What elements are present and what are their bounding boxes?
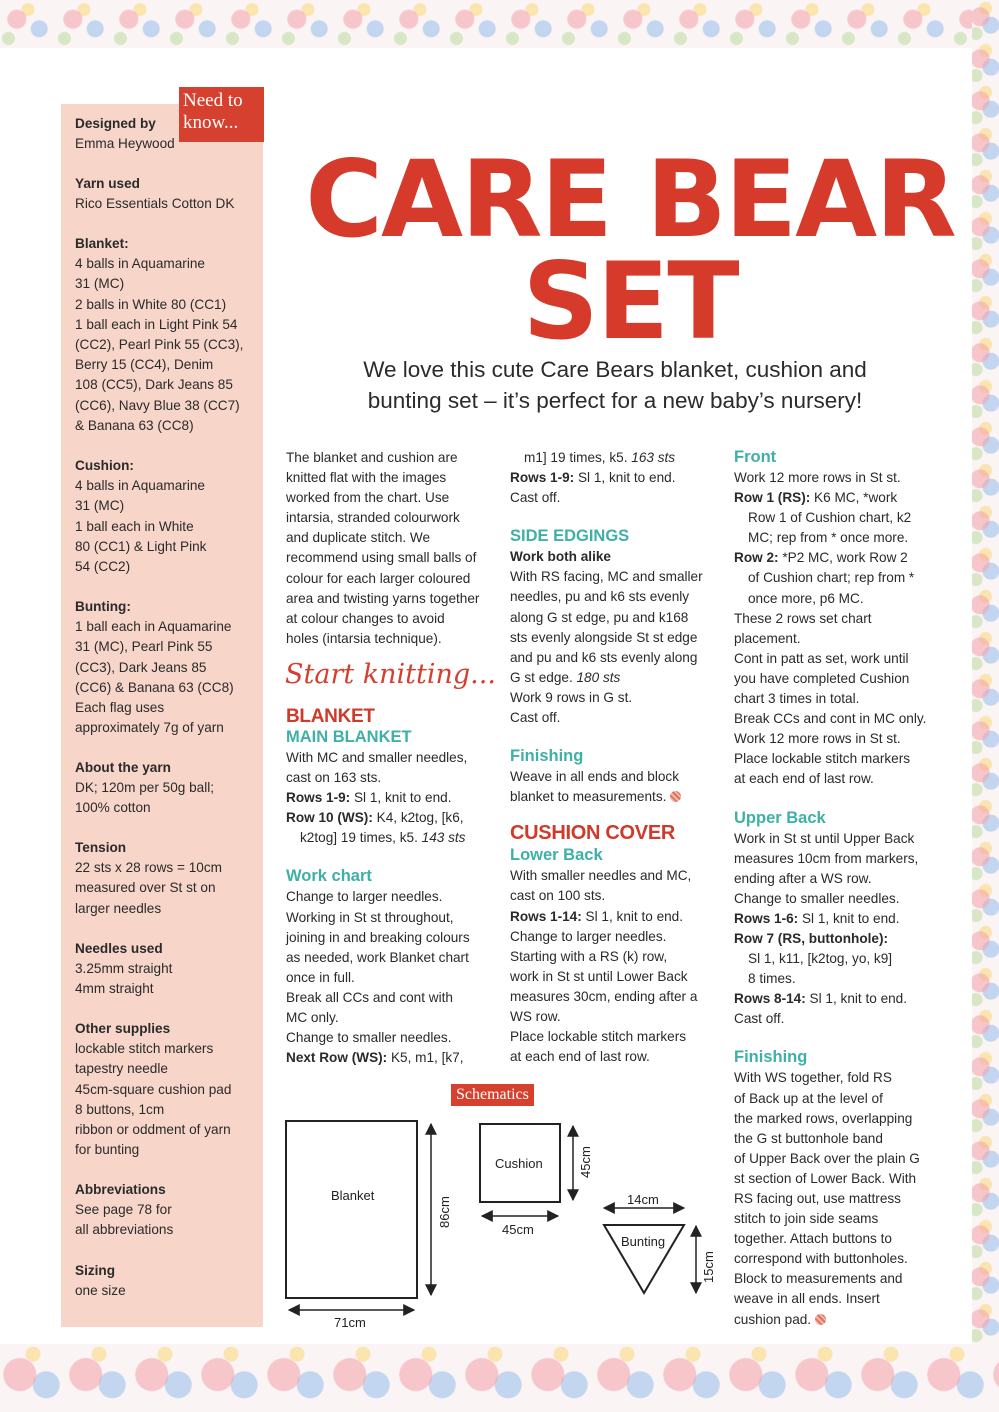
- badge-line: Need to: [183, 90, 243, 111]
- text-line: With WS together, fold RS: [734, 1070, 892, 1086]
- sidebar-section-line: (CC6), Navy Blue 38 (CC7): [75, 397, 240, 413]
- text-line: [510, 668, 725, 688]
- text-line: stitch to join side seams: [734, 1211, 879, 1227]
- text-line: together. Attach buttons to: [734, 1231, 892, 1247]
- text-line: cast on 100 sts.: [510, 888, 606, 904]
- instruction-text: Sl 1, knit to end.: [805, 991, 908, 1007]
- front-text: [734, 609, 969, 790]
- text-line: Break all CCs and cont with: [286, 989, 453, 1005]
- text-line: [510, 448, 725, 468]
- page-title-line-2: SET: [522, 240, 738, 363]
- text-line: once in full.: [286, 969, 355, 985]
- cushion-shape: [480, 1124, 560, 1202]
- sidebar-section-heading: Needles used: [75, 941, 163, 956]
- text-line: of Cushion chart; rep from *: [748, 570, 915, 586]
- finishing-heading-2: Finishing: [734, 1048, 808, 1067]
- decorative-border-top: [0, 0, 999, 48]
- text-line: [734, 989, 969, 1009]
- sidebar-section: [75, 939, 260, 1000]
- sidebar-section-line: lockable stitch markers: [75, 1041, 214, 1057]
- instruction-label: Rows 1-14:: [510, 908, 582, 924]
- sidebar-section-line: 108 (CC5), Dark Jeans 85: [75, 377, 233, 393]
- text-line: Cast off.: [510, 710, 561, 726]
- sidebar-section-line: Berry 15 (CC4), Denim: [75, 357, 214, 373]
- text-line: sts evenly alongside St st edge: [510, 629, 698, 645]
- text-line: [734, 909, 969, 929]
- yarn-ball-icon: [670, 791, 681, 802]
- standfirst-line: We love this cute Care Bears blanket, cushion and: [363, 357, 867, 382]
- blanket-width-label: 71cm: [334, 1315, 366, 1330]
- instruction-label: Row 1 (RS):: [734, 490, 811, 506]
- sidebar-section-line: larger needles: [75, 900, 162, 916]
- text-line: With smaller needles and MC,: [510, 868, 692, 884]
- text-line: Place lockable stitch markers: [510, 1029, 687, 1045]
- sidebar-section-heading: Other supplies: [75, 1021, 171, 1036]
- start-knitting-heading: Start knitting...: [285, 659, 496, 690]
- text-line: With MC and smaller needles,: [286, 750, 468, 765]
- text-line: the G st buttonhole band: [734, 1130, 883, 1146]
- text-line: RS facing out, use mattress: [734, 1191, 901, 1206]
- instruction-text: K5, m1, [k7,: [387, 1050, 464, 1066]
- sidebar-section-heading: Tension: [75, 840, 127, 855]
- blanket-label: Blanket: [331, 1188, 375, 1203]
- text-line: WS row.: [510, 1008, 561, 1024]
- text-line: worked from the chart. Use: [286, 490, 450, 506]
- sidebar-section-line: Emma Heywood: [75, 136, 175, 152]
- text-line: and duplicate stitch. We: [286, 530, 431, 546]
- text-line: [286, 828, 501, 848]
- cushion-width-label: 45cm: [502, 1222, 534, 1237]
- sidebar-section-line: See page 78 for: [75, 1202, 172, 1218]
- text-line: With RS facing, MC and smaller: [510, 569, 703, 585]
- instruction-label: Rows 1-9:: [286, 790, 351, 806]
- text-line: [286, 788, 501, 808]
- sidebar-section-line: Rico Essentials Cotton DK: [75, 196, 235, 212]
- text-line: the marked rows, overlapping: [734, 1110, 913, 1126]
- sidebar-section-heading: Cushion:: [75, 458, 134, 473]
- sidebar-section-line: 8 buttons, 1cm: [75, 1101, 165, 1117]
- text-line: Cast off.: [510, 490, 561, 506]
- instruction-label: Row 2:: [734, 550, 779, 566]
- text-line: as needed, work Blanket chart: [286, 949, 469, 965]
- sidebar-section-heading: Bunting:: [75, 599, 131, 614]
- text-line: Change to smaller needles.: [734, 890, 900, 906]
- lower-back-text: [510, 927, 725, 1068]
- instruction-label: Rows 8-14:: [734, 991, 806, 1007]
- text-line: [734, 929, 969, 949]
- decorative-border-bottom: [0, 1344, 999, 1412]
- instruction-text: k2tog] 19 times, k5.: [300, 830, 418, 846]
- sidebar-section-heading: Blanket:: [75, 236, 129, 251]
- side-edgings-text: [510, 567, 725, 667]
- instruction-label: Row 7 (RS, buttonhole):: [734, 930, 889, 946]
- sidebar-section-heading: Abbreviations: [75, 1182, 166, 1197]
- side-edgings-heading: SIDE EDGINGS: [510, 527, 630, 546]
- text-line: [286, 1048, 501, 1068]
- standfirst: [330, 354, 900, 416]
- sidebar-section-line: 4 balls in Aquamarine: [75, 256, 205, 272]
- text-line: colour for each larger coloured: [286, 570, 471, 586]
- cushion-height-label: 45cm: [578, 1146, 593, 1178]
- text-line: These 2 rows set chart: [734, 610, 872, 626]
- sidebar-section: [75, 1180, 260, 1241]
- sidebar-section-line: 1 ball each in Aquamarine: [75, 619, 232, 635]
- instruction-text: K6 MC, *work: [810, 490, 898, 506]
- text-line: Change to larger needles.: [510, 928, 667, 944]
- sidebar-section: [75, 758, 260, 819]
- schematics-label: Schematics: [451, 1084, 534, 1106]
- stitch-count: 163 sts: [627, 450, 676, 465]
- text-line: once more, p6 MC.: [748, 590, 864, 606]
- instruction-text: K4, k2tog, [k6,: [372, 810, 464, 826]
- badge-line: know...: [183, 112, 239, 133]
- sidebar-section-line: 31 (MC): [75, 276, 125, 292]
- sidebar-section-line: 3.25mm straight: [75, 961, 173, 977]
- front-heading: Front: [734, 448, 777, 466]
- sidebar-section-line: 22 sts x 28 rows = 10cm: [75, 860, 222, 876]
- text-line: weave in all ends. Insert: [734, 1291, 880, 1307]
- sidebar-section-line: 54 (CC2): [75, 559, 131, 575]
- text-line: of Upper Back over the plain G: [734, 1150, 920, 1166]
- sidebar-section-heading: About the yarn: [75, 760, 171, 775]
- text-line: measures 10cm from markers,: [734, 850, 919, 866]
- text-line: needles, pu and k6 sts evenly: [510, 589, 690, 605]
- sidebar-section-line: 4mm straight: [75, 981, 154, 997]
- column-3: [734, 446, 969, 1330]
- text-line: work in St st until Lower Back: [510, 968, 688, 984]
- text-line: Change to smaller needles.: [286, 1030, 452, 1046]
- text-line: cast on 163 sts.: [286, 770, 382, 786]
- sidebar-section: [75, 234, 260, 436]
- text-line: knitted flat with the images: [286, 470, 447, 486]
- text-line: Work in St st until Upper Back: [734, 830, 915, 846]
- page-title-line-1: CARE BEAR: [305, 138, 955, 261]
- text-line: MC only.: [286, 1010, 339, 1026]
- upper-back-text: [734, 829, 969, 909]
- text-line: Row 1 of Cushion chart, k2: [748, 510, 912, 526]
- instruction-text: Sl 1, knit to end.: [574, 470, 676, 486]
- cushion-cover-heading: CUSHION COVER: [510, 822, 676, 845]
- sidebar-section-line: 45cm-square cushion pad: [75, 1081, 232, 1097]
- text-line: ending after a WS row.: [734, 870, 872, 886]
- text-line: [510, 907, 725, 927]
- sidebar-section-line: (CC6) & Banana 63 (CC8): [75, 679, 234, 695]
- instruction-label: Row 10 (WS):: [286, 810, 373, 826]
- bunting-shape: [604, 1225, 684, 1293]
- instruction-text: blanket to measurements.: [510, 789, 667, 805]
- text-line: [734, 548, 969, 568]
- sidebar-section: [75, 174, 260, 214]
- text-line: holes (intarsia technique).: [286, 630, 442, 646]
- text-line: 8 times.: [748, 971, 796, 987]
- sidebar-section-heading: Sizing: [75, 1263, 116, 1278]
- sidebar-section-line: 1 ball each in White: [75, 518, 194, 534]
- sidebar-section-line: Each flag uses: [75, 700, 165, 716]
- instruction-text: *P2 MC, work Row 2: [778, 550, 908, 566]
- text-line: [510, 787, 725, 807]
- text-line: Change to larger needles.: [286, 889, 443, 905]
- bunting-label: Bunting: [621, 1234, 666, 1249]
- text-line: Starting with a RS (k) row,: [510, 948, 668, 964]
- sidebar-section: [75, 1019, 260, 1160]
- sidebar-section-line: 31 (MC): [75, 498, 125, 514]
- work-chart-text: [286, 887, 501, 1048]
- sidebar-section: [75, 114, 260, 154]
- work-both-alike: Work both alike: [510, 549, 611, 565]
- text-line: Work 12 more rows in St st.: [734, 731, 901, 747]
- sidebar-section-line: approximately 7g of yarn: [75, 720, 224, 736]
- sidebar-section-line: for bunting: [75, 1142, 140, 1158]
- column-1-blanket: [286, 706, 501, 1068]
- cushion-label: Cushion: [495, 1156, 543, 1171]
- sidebar-section-heading: Yarn used: [75, 176, 140, 191]
- text-line: Place lockable stitch markers: [734, 751, 911, 767]
- sidebar-section-line: 2 balls in White 80 (CC1): [75, 296, 227, 312]
- text-line: Working in St st throughout,: [286, 909, 454, 925]
- sidebar-section-line: 1 ball each in Light Pink 54: [75, 316, 238, 332]
- text-line: [510, 468, 725, 488]
- sidebar-section-line: ribbon or oddment of yarn: [75, 1122, 231, 1138]
- text-line: joining in and breaking colours: [286, 929, 470, 945]
- finishing-heading: Finishing: [510, 747, 584, 766]
- yarn-ball-icon: [815, 1314, 826, 1325]
- lower-back-heading: Lower Back: [510, 846, 603, 865]
- standfirst-line: bunting set – it’s perfect for a new baby’s nursery!: [367, 388, 863, 413]
- sidebar-section-heading: Designed by: [75, 116, 156, 131]
- sidebar-section-line: all abbreviations: [75, 1222, 174, 1238]
- main-blanket-heading: MAIN BLANKET: [286, 728, 412, 746]
- text-line: measures 30cm, ending after a: [510, 988, 698, 1004]
- sidebar-section: [75, 597, 260, 738]
- text-line: Sl 1, k11, [k2tog, yo, k9]: [748, 951, 893, 967]
- sidebar-section-line: measured over St st on: [75, 880, 216, 896]
- sidebar-section-line: tapestry needle: [75, 1061, 168, 1077]
- instruction-text: Sl 1, knit to end.: [798, 910, 900, 926]
- stitch-count: 180 sts: [572, 669, 621, 685]
- text-line: and pu and k6 sts evenly along: [510, 649, 698, 665]
- instruction-text: G st edge.: [510, 669, 573, 685]
- text-line: Break CCs and cont in MC only.: [734, 711, 927, 727]
- bunting-width-label: 14cm: [627, 1192, 659, 1207]
- text-line: placement.: [734, 630, 801, 646]
- instruction-text: m1] 19 times, k5.: [524, 450, 628, 465]
- blanket-height-label: 86cm: [437, 1196, 452, 1228]
- instruction-label: Rows 1-6:: [734, 910, 799, 926]
- text-line: Cont in patt as set, work until: [734, 650, 909, 666]
- bunting-height-label: 15cm: [701, 1251, 716, 1283]
- column-1-intro: [286, 448, 501, 649]
- work-chart-heading: Work chart: [286, 867, 372, 886]
- text-line: at colour changes to avoid: [286, 610, 445, 626]
- text-line: Weave in all ends and block: [510, 769, 680, 785]
- text-line: Work 12 more rows in St st.: [734, 470, 901, 485]
- text-line: of Back up at the level of: [734, 1090, 883, 1106]
- column-2: [510, 448, 725, 1067]
- text-line: intarsia, stranded colourwork: [286, 510, 460, 526]
- text-line: correspond with buttonholes.: [734, 1251, 908, 1267]
- sidebar-section-line: one size: [75, 1283, 126, 1299]
- text-line: along G st edge, pu and k168: [510, 609, 689, 625]
- text-line: chart 3 times in total.: [734, 691, 860, 707]
- instruction-label: Rows 1-9:: [510, 470, 575, 486]
- instruction-text: cushion pad.: [734, 1311, 812, 1327]
- finishing-text: [734, 1068, 969, 1329]
- sidebar-section-line: 4 balls in Aquamarine: [75, 478, 205, 494]
- text-line: you have completed Cushion: [734, 670, 910, 686]
- text-line: Work 9 rows in G st.: [510, 689, 633, 705]
- upper-back-heading: Upper Back: [734, 808, 826, 827]
- sidebar-section: [75, 456, 260, 577]
- sidebar-section-line: DK; 120m per 50g ball;: [75, 780, 215, 796]
- text-line: Cast off.: [734, 1011, 785, 1027]
- sidebar-section: [75, 838, 260, 919]
- sidebar-section-line: 100% cotton: [75, 800, 151, 816]
- text-line: at each end of last row.: [510, 1049, 650, 1065]
- text-line: The blanket and cushion are: [286, 450, 458, 465]
- sidebar-section-line: 31 (MC), Pearl Pink 55: [75, 639, 213, 655]
- sidebar-section-line: (CC2), Pearl Pink 55 (CC3),: [75, 337, 244, 353]
- text-line: Block to measurements and: [734, 1271, 903, 1287]
- sidebar-section-line: (CC3), Dark Jeans 85: [75, 659, 207, 675]
- instruction-text: Sl 1, knit to end.: [581, 908, 684, 924]
- text-line: [734, 1310, 969, 1330]
- text-line: MC; rep from * once more.: [748, 530, 909, 546]
- instruction-label: Next Row (WS):: [286, 1050, 388, 1066]
- sidebar-section-line: & Banana 63 (CC8): [75, 417, 194, 433]
- instruction-text: Sl 1, knit to end.: [350, 790, 452, 806]
- text-line: at each end of last row.: [734, 771, 874, 787]
- blanket-heading: BLANKET: [286, 706, 375, 727]
- text-line: st section of Lower Back. With: [734, 1170, 917, 1186]
- blanket-shape: [286, 1121, 417, 1298]
- text-line: area and twisting yarns together: [286, 590, 480, 606]
- text-line: [286, 808, 501, 828]
- text-line: recommend using small balls of: [286, 550, 477, 566]
- stitch-count: 143 sts: [417, 830, 466, 846]
- text-line: [734, 488, 969, 508]
- sidebar-section-line: 80 (CC1) & Light Pink: [75, 538, 207, 554]
- sidebar-section: [75, 1261, 260, 1301]
